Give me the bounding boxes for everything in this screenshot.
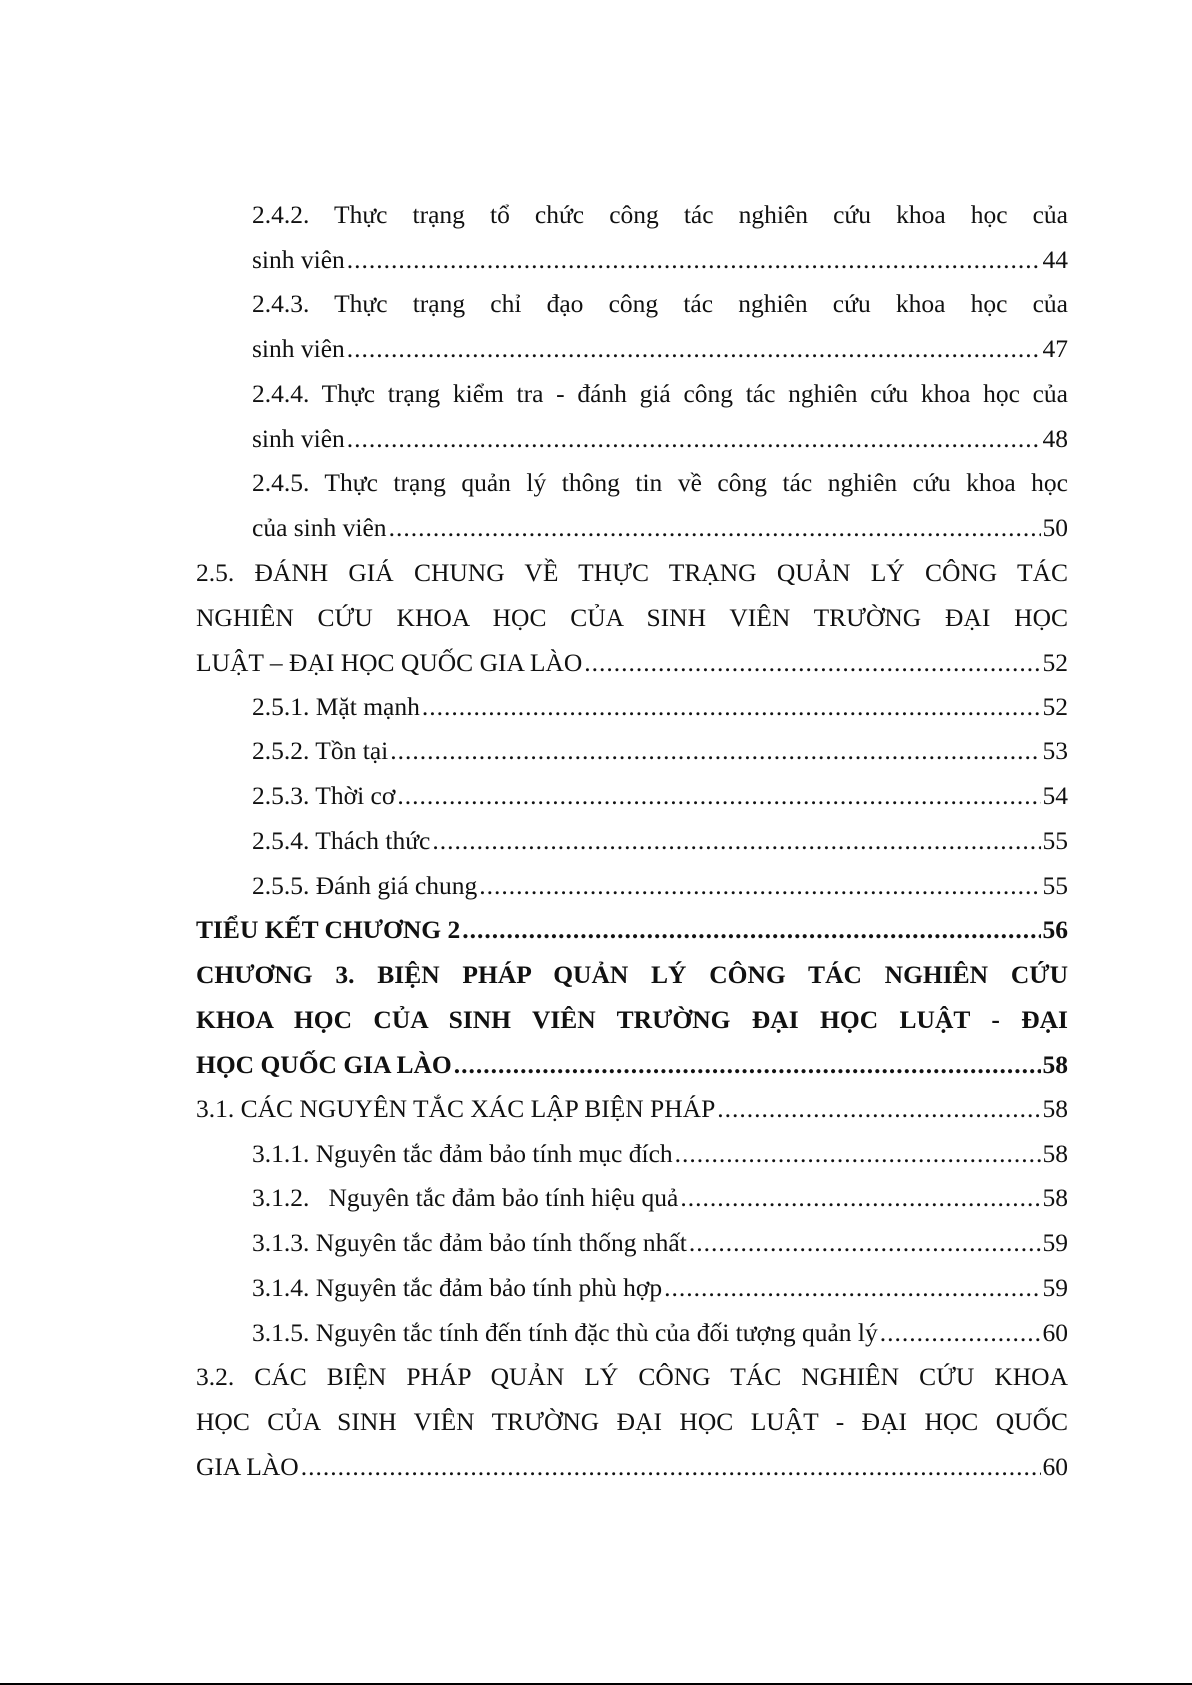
toc-entry-title: sinh viên bbox=[252, 423, 345, 453]
dot-leader bbox=[301, 1444, 1041, 1489]
toc-entry-title: của sinh viên bbox=[252, 513, 387, 543]
dot-leader bbox=[390, 728, 1040, 773]
dot-leader bbox=[664, 1265, 1040, 1310]
toc-entry[interactable] bbox=[252, 684, 1068, 729]
dot-leader bbox=[689, 1220, 1041, 1265]
toc-page-number: 55 bbox=[1042, 870, 1068, 900]
toc-entry-final-line bbox=[252, 773, 1068, 818]
toc-page-number: 60 bbox=[1042, 1452, 1068, 1482]
toc-entry[interactable] bbox=[252, 773, 1068, 818]
toc-entry-title: TIỂU KẾT CHƯƠNG 2 bbox=[196, 915, 461, 945]
toc-entry-final-line bbox=[252, 684, 1068, 729]
dot-leader bbox=[479, 863, 1040, 908]
dot-leader bbox=[462, 907, 1040, 952]
toc-entry-title: 2.5.2. Tồn tại bbox=[252, 736, 389, 766]
toc-entry[interactable] bbox=[252, 371, 1068, 461]
toc-entry-line: 2.4.3. Thực trạng chỉ đạo công tác nghiên cứu khoa học của bbox=[252, 289, 1068, 319]
toc-entry-title: GIA LÀO bbox=[196, 1452, 299, 1482]
toc-entry-line: 2.5. ĐÁNH GIÁ CHUNG VỀ THỰC TRẠNG QUẢN LÝ CÔNG TÁC bbox=[196, 557, 1068, 587]
toc-entry-title: 3.1.5. Nguyên tắc tính đến tính đặc thù của đối tượng quản lý bbox=[252, 1317, 878, 1347]
toc-entry[interactable] bbox=[252, 728, 1068, 773]
toc-page-number: 55 bbox=[1042, 825, 1068, 855]
toc-entry-final-line bbox=[196, 1086, 1068, 1131]
toc-entry-title: 2.5.4. Thách thức bbox=[252, 825, 431, 855]
toc-entry-final-line bbox=[252, 1265, 1068, 1310]
toc-page-number: 48 bbox=[1042, 423, 1068, 453]
toc-page-number: 59 bbox=[1042, 1272, 1068, 1302]
toc-entry-final-line bbox=[196, 1444, 1068, 1489]
dot-leader bbox=[584, 640, 1040, 685]
toc-entry[interactable] bbox=[252, 460, 1068, 550]
dot-leader bbox=[347, 416, 1041, 461]
toc-entry-final-line bbox=[252, 818, 1068, 863]
toc-entry-final-line bbox=[196, 1042, 1068, 1087]
toc-entry[interactable] bbox=[196, 907, 1068, 952]
toc-entry-final-line bbox=[252, 1175, 1068, 1220]
toc-entry-title: 2.5.5. Đánh giá chung bbox=[252, 870, 478, 900]
toc-page-number: 58 bbox=[1042, 1138, 1068, 1168]
toc-entry-title: 2.5.1. Mặt mạnh bbox=[252, 691, 420, 721]
toc-entry[interactable] bbox=[196, 952, 1068, 1087]
toc-entry-title: sinh viên bbox=[252, 334, 345, 364]
toc-entry-line: NGHIÊN CỨU KHOA HỌC CỦA SINH VIÊN TRƯỜNG ĐẠI HỌC bbox=[196, 602, 1068, 632]
dot-leader bbox=[347, 237, 1041, 282]
toc-entry-title: sinh viên bbox=[252, 245, 345, 274]
toc-entry-final-line bbox=[252, 326, 1068, 371]
toc-entry[interactable] bbox=[252, 1131, 1068, 1176]
dot-leader bbox=[397, 773, 1040, 818]
toc-page-number: 47 bbox=[1042, 334, 1068, 364]
toc-entry-final-line bbox=[196, 640, 1068, 685]
toc-entry-final-line bbox=[252, 728, 1068, 773]
toc-page-number: 58 bbox=[1042, 1183, 1068, 1213]
toc-entry-line: 2.4.2. Thực trạng tổ chức công tác nghiên cứu khoa học của bbox=[252, 200, 1068, 229]
toc-entry-title: 3.1.2. Nguyên tắc đảm bảo tính hiệu quả bbox=[252, 1183, 679, 1213]
toc-entry-title: 3.1.3. Nguyên tắc đảm bảo tính thống nhất bbox=[252, 1228, 687, 1258]
toc-entry-final-line bbox=[252, 1220, 1068, 1265]
toc-entry-final-line bbox=[252, 863, 1068, 908]
dot-leader bbox=[422, 684, 1041, 729]
toc-entry[interactable] bbox=[252, 281, 1068, 371]
toc-page-number: 44 bbox=[1042, 245, 1068, 274]
toc-page-number: 53 bbox=[1042, 736, 1068, 766]
toc-page-number: 58 bbox=[1042, 1094, 1068, 1123]
toc-entry[interactable] bbox=[252, 1265, 1068, 1310]
toc-entry-line: 2.4.5. Thực trạng quản lý thông tin về công tác nghiên cứu khoa học bbox=[252, 468, 1068, 498]
toc-page-number: 58 bbox=[1042, 1049, 1068, 1079]
toc-entry-title: 3.1.4. Nguyên tắc đảm bảo tính phù hợp bbox=[252, 1272, 663, 1302]
dot-leader bbox=[675, 1131, 1041, 1176]
toc-entry-final-line bbox=[252, 416, 1068, 461]
toc-entry[interactable] bbox=[252, 863, 1068, 908]
toc-entry-line: 2.4.4. Thực trạng kiểm tra - đánh giá công tác nghiên cứu khoa học của bbox=[252, 378, 1068, 408]
toc-entry-final-line bbox=[252, 505, 1068, 550]
toc-page-number: 56 bbox=[1042, 915, 1068, 945]
toc-entry-title: 3.1.1. Nguyên tắc đảm bảo tính mục đích bbox=[252, 1138, 673, 1168]
toc-entry-title: 2.5.3. Thời cơ bbox=[252, 781, 396, 811]
toc-entry-final-line bbox=[196, 907, 1068, 952]
toc-entry-title: LUẬT – ĐẠI HỌC QUỐC GIA LÀO bbox=[196, 647, 583, 677]
toc-page-number: 52 bbox=[1042, 691, 1068, 721]
toc-entry[interactable] bbox=[252, 192, 1068, 282]
toc-entry-title: HỌC QUỐC GIA LÀO bbox=[196, 1049, 452, 1079]
dot-leader bbox=[432, 818, 1040, 863]
toc-page-number: 50 bbox=[1042, 513, 1068, 543]
toc-entry-line: HỌC CỦA SINH VIÊN TRƯỜNG ĐẠI HỌC LUẬT - ĐẠI HỌC QUỐC bbox=[196, 1407, 1068, 1437]
toc-entry-final-line bbox=[252, 237, 1068, 282]
toc-entry[interactable] bbox=[252, 1220, 1068, 1265]
toc-entry-line: KHOA HỌC CỦA SINH VIÊN TRƯỜNG ĐẠI HỌC LUẬT - ĐẠI bbox=[196, 1004, 1068, 1034]
toc-page-number: 52 bbox=[1042, 647, 1068, 677]
dot-leader bbox=[389, 505, 1041, 550]
dot-leader bbox=[880, 1310, 1041, 1355]
toc-entry-final-line bbox=[252, 1310, 1068, 1355]
dot-leader bbox=[717, 1086, 1040, 1131]
toc-entry[interactable] bbox=[252, 818, 1068, 863]
toc-entry[interactable] bbox=[196, 1086, 1068, 1131]
toc-entry-title: 3.1. CÁC NGUYÊN TẮC XÁC LẬP BIỆN PHÁP bbox=[196, 1094, 716, 1123]
toc-entry-line: CHƯƠNG 3. BIỆN PHÁP QUẢN LÝ CÔNG TÁC NGHIÊN CỨU bbox=[196, 959, 1068, 989]
toc-entry[interactable] bbox=[252, 1310, 1068, 1355]
toc-entry[interactable] bbox=[196, 550, 1068, 685]
dot-leader bbox=[347, 326, 1041, 371]
toc-entry[interactable] bbox=[196, 1354, 1068, 1489]
dot-leader bbox=[454, 1042, 1041, 1087]
toc-entry-final-line bbox=[252, 1131, 1068, 1176]
toc-entry-line: 3.2. CÁC BIỆN PHÁP QUẢN LÝ CÔNG TÁC NGHIÊN CỨU KHOA bbox=[196, 1362, 1068, 1392]
toc-page-number: 59 bbox=[1042, 1228, 1068, 1258]
dot-leader bbox=[680, 1175, 1040, 1220]
toc-entry[interactable] bbox=[252, 1175, 1068, 1220]
toc-page-number: 60 bbox=[1042, 1317, 1068, 1347]
toc-page-number: 54 bbox=[1042, 781, 1068, 811]
